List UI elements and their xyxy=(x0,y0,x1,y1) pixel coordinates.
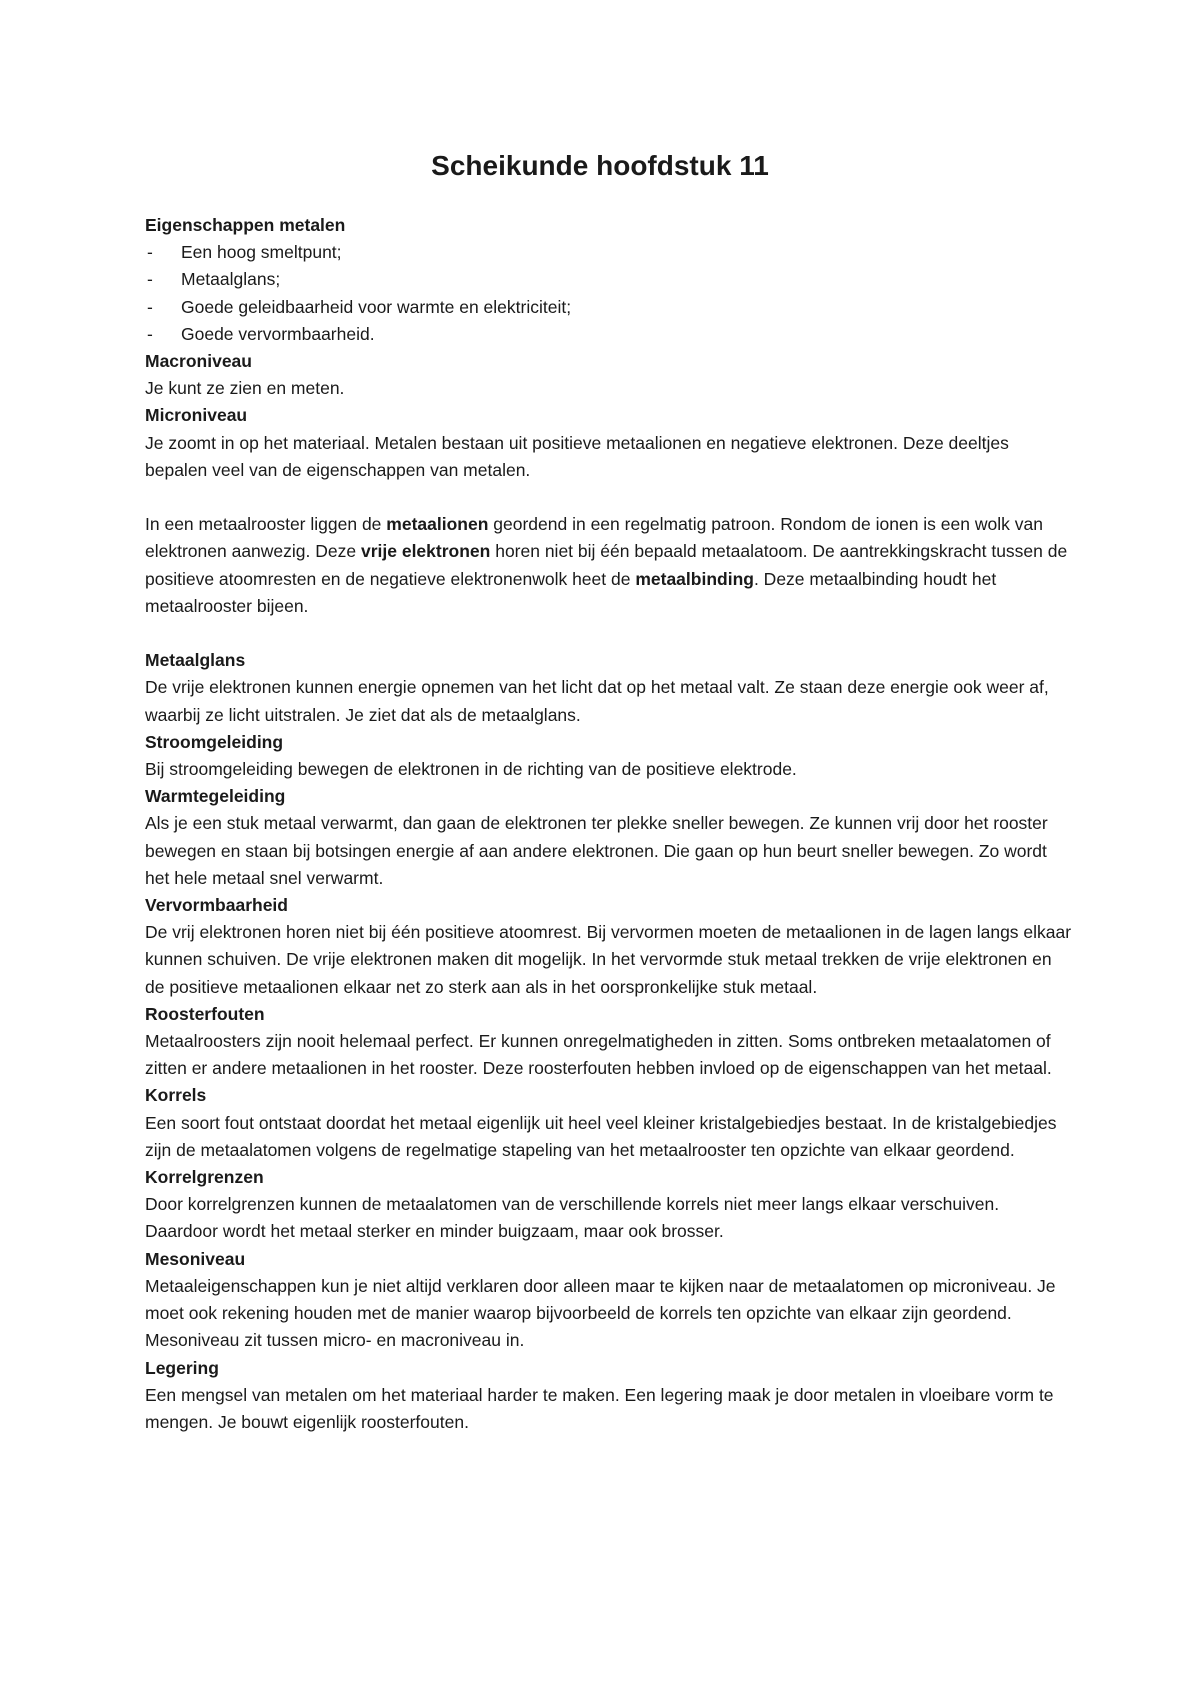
dash-bullet: - xyxy=(147,323,153,344)
paragraph-roosterfouten: Metaalroosters zijn nooit helemaal perfect. Er kunnen onregelmatigheden in zitten. Soms ontbreken metaalatomen of zitten er andere metaalionen in het rooster. Deze roosterfouten hebben invloed op de eigenschappen van het metaal. xyxy=(145,1031,1052,1079)
paragraph-warmtegeleiding: Als je een stuk metaal verwarmt, dan gaan de elektronen ter plekke sneller bewegen. Ze kunnen vrij door het rooster bewegen en staan bij botsingen energie af aan andere elektronen. Die gaan op hun beurt sneller bewegen. Zo wordt het hele metaal snel verwarmt. xyxy=(145,813,1048,888)
text-run: geordend in een regelmatig patroon. Rondom de ionen is een wolk van elektronen aanwezig. Deze xyxy=(145,514,1043,562)
paragraph-vervormbaarheid: De vrij elektronen horen niet bij één positieve atoomrest. Bij vervormen moeten de metaalionen in de lagen langs elkaar kunnen schuiven. De vrije elektronen maken dit mogelijk. In het vervormde stuk metaal trekken de vrije elektronen en de positieve metaalionen elkaar net zo sterk aan als in het oorspronkelijke stuk metaal. xyxy=(145,922,1072,997)
page-title: Scheikunde hoofdstuk 11 xyxy=(431,150,769,181)
heading-korrels: Korrels xyxy=(145,1085,207,1106)
paragraph-korrels: Een soort fout ontstaat doordat het metaal eigenlijk uit heel veel kleiner kristalgebiedjes bestaat. In de kristalgebiedjes zijn de metaalatomen volgens de regelmatige stapeling van het metaalrooster ten opzichte van elkaar geordend. xyxy=(145,1112,1057,1160)
heading-mesoniveau: Mesoniveau xyxy=(145,1248,246,1269)
heading-stroomgeleiding: Stroomgeleiding xyxy=(145,731,284,752)
heading-vervormbaarheid: Vervormbaarheid xyxy=(145,895,288,916)
dash-bullet: - xyxy=(147,242,153,263)
list-item-text: Metaalglans; xyxy=(181,269,281,290)
list-item xyxy=(145,239,1075,266)
eigenschappen-list xyxy=(145,239,1075,348)
paragraph-microniveau: Je zoomt in op het materiaal. Metalen bestaan uit positieve metaalionen en negatieve elektronen. Deze deeltjes bepalen veel van de eigenschappen van metalen. xyxy=(145,432,1009,480)
paragraph-mesoniveau: Metaaleigenschappen kun je niet altijd verklaren door alleen maar te kijken naar de metaalatomen op microniveau. Je moet ook rekening houden met de manier waarop bijvoorbeeld de korrels ten opzichte van elkaar zijn geordend. Mesoniveau zit tussen micro- en macroniveau in. xyxy=(145,1275,1056,1351)
text-run: horen niet bij één bepaald metaalatoom. De aantrekkingskracht tussen de positieve atoomresten en de negatieve elektronenwolk heet de xyxy=(145,541,1068,589)
document-body xyxy=(145,212,1075,1436)
paragraph-stroomgeleiding: Bij stroomgeleiding bewegen de elektronen in de richting van de positieve elektrode. xyxy=(145,759,797,780)
list-item xyxy=(145,294,1075,321)
dash-bullet: - xyxy=(147,269,153,290)
list-item xyxy=(145,321,1075,348)
list-item-text: Een hoog smeltpunt; xyxy=(181,242,342,263)
list-item-text: Goede geleidbaarheid voor warmte en elektriciteit; xyxy=(181,296,572,317)
list-item-text: Goede vervormbaarheid. xyxy=(181,323,375,344)
heading-eigenschappen: Eigenschappen metalen xyxy=(145,215,346,235)
heading-microniveau: Microniveau xyxy=(145,405,248,426)
bold-term-metaalionen: metaalionen xyxy=(386,514,489,535)
paragraph-macroniveau: Je kunt ze zien en meten. xyxy=(145,378,345,399)
heading-roosterfouten: Roosterfouten xyxy=(145,1003,265,1024)
heading-legering: Legering xyxy=(145,1357,219,1378)
paragraph-metaalglans: De vrije elektronen kunnen energie opnemen van het licht dat op het metaal valt. Ze staan deze energie ook weer af, waarbij ze licht uitstralen. Je ziet dat als de metaalglans. xyxy=(145,677,1049,725)
heading-metaalglans: Metaalglans xyxy=(145,650,246,671)
bold-term-metaalbinding: metaalbinding xyxy=(635,568,754,589)
text-run: In een metaalrooster liggen de xyxy=(145,514,387,535)
heading-macroniveau: Macroniveau xyxy=(145,351,252,372)
heading-korrelgrenzen: Korrelgrenzen xyxy=(145,1167,264,1188)
paragraph-korrelgrenzen: Door korrelgrenzen kunnen de metaalatomen van de verschillende korrels niet meer langs elkaar verschuiven. Daardoor wordt het metaal sterker en minder buigzaam, maar ook brosser. xyxy=(145,1194,1000,1242)
list-item xyxy=(145,266,1075,293)
dash-bullet: - xyxy=(147,296,153,317)
blank-line xyxy=(145,484,1075,511)
heading-warmtegeleiding: Warmtegeleiding xyxy=(145,786,286,807)
paragraph-metaalrooster xyxy=(145,511,1075,620)
paragraph-legering: Een mengsel van metalen om het materiaal harder te maken. Een legering maak je door metalen in vloeibare vorm te mengen. Je bouwt eigenlijk roosterfouten. xyxy=(145,1384,1054,1432)
blank-line xyxy=(145,620,1075,647)
bold-term-vrije-elektronen: vrije elektronen xyxy=(360,541,491,562)
text-run: . Deze metaalbinding houdt het metaalrooster bijeen. xyxy=(145,568,997,616)
